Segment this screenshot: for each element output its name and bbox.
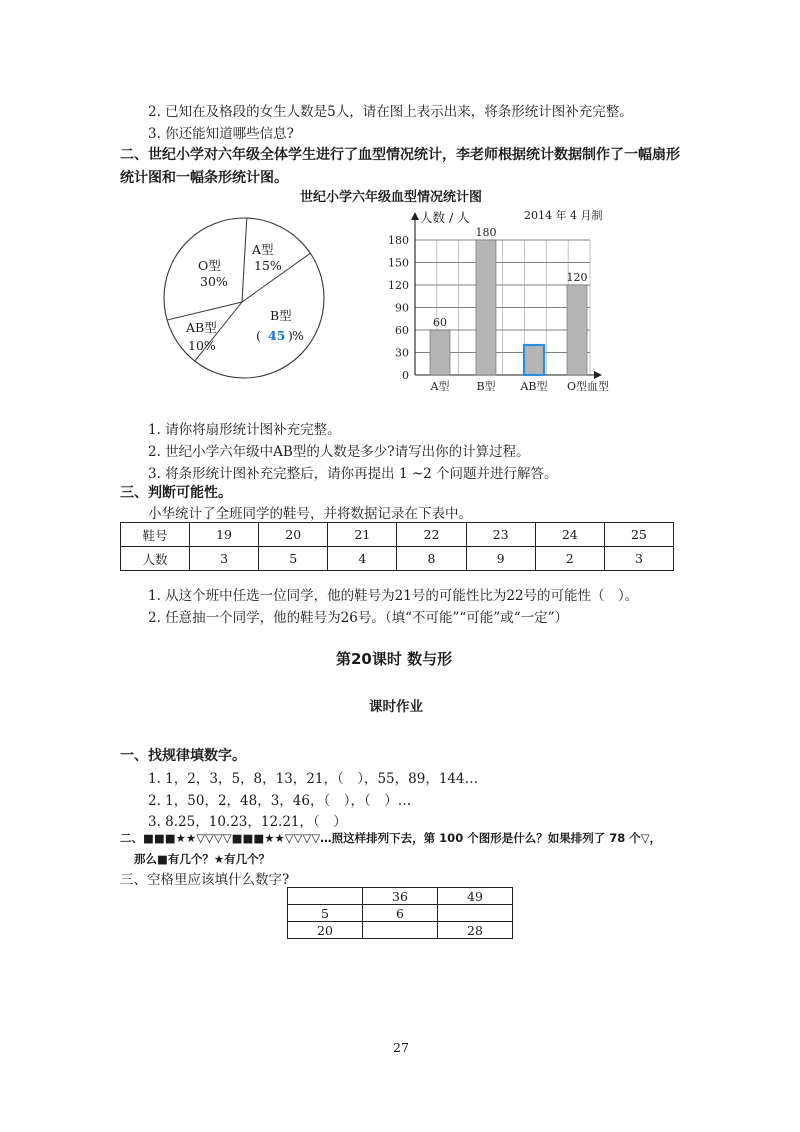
bar-1 bbox=[476, 240, 496, 375]
y-tick-label: 120 bbox=[388, 279, 409, 292]
table-cell: 2 bbox=[535, 547, 604, 571]
grid-cell: 20 bbox=[288, 922, 363, 939]
section-2-heading-cont: 统计图和一幅条形统计图。 bbox=[120, 170, 288, 186]
y-tick-label: 150 bbox=[388, 256, 409, 270]
y-tick-label: 60 bbox=[395, 324, 409, 337]
section-3-question-1: 1. 从这个班中任选一位同学，他的鞋号为21号的可能性比为22号的可能性（ ）。 bbox=[148, 588, 639, 604]
table-cell: 3 bbox=[604, 547, 673, 571]
grid-cell bbox=[438, 905, 513, 922]
shape-pattern-question: 二、■■■★★▽▽▽▽■■■★★▽▽▽▽…照这样排列下去，第 100 个图形是什么？如果排列了 78 个▽， bbox=[120, 831, 662, 845]
grid-cell: 6 bbox=[363, 905, 438, 922]
grid-cell: 49 bbox=[438, 888, 513, 905]
section-2-heading: 二、世纪小学对六年级全体学生进行了血型情况统计，李老师根据统计数据制作了一幅扇形 bbox=[120, 147, 680, 163]
x-tick-label: O型 bbox=[566, 380, 588, 393]
x-tick-label: A型 bbox=[430, 380, 450, 393]
shoe-size-table bbox=[120, 522, 674, 571]
pie-outline bbox=[164, 218, 324, 378]
pie-value-b-close: ) bbox=[288, 328, 293, 343]
y-axis-arrow bbox=[411, 212, 419, 220]
pie-question-1: 1. 请你将扇形统计图补充完整。 bbox=[148, 422, 341, 438]
pattern-heading: 一、找规律填数字。 bbox=[120, 748, 246, 764]
bar-chart-note: 2014 年 4 月制 bbox=[524, 209, 603, 222]
pattern-item-1: 1. 1，2，3，5，8，13，21，（ ），55，89，144… bbox=[148, 771, 479, 787]
pie-value-b-open: ( bbox=[256, 328, 261, 343]
pie-question-2: 2. 世纪小学六年级中AB型的人数是多少?请写出你的计算过程。 bbox=[148, 444, 530, 460]
section-3-heading: 三、判断可能性。 bbox=[120, 485, 232, 501]
x-tick-label: B型 bbox=[476, 380, 496, 393]
table-header-size: 鞋号 bbox=[121, 523, 190, 547]
bar-chart-ylabel: 人数 / 人 bbox=[420, 210, 470, 225]
bar-3 bbox=[567, 285, 587, 375]
pie-label-ab: AB型 bbox=[186, 320, 217, 335]
pie-answer-b: 45 bbox=[268, 328, 286, 343]
table-cell: 4 bbox=[328, 547, 397, 571]
pie-label-b: B型 bbox=[270, 308, 292, 323]
grid-cell: 28 bbox=[438, 922, 513, 939]
pie-value-a: 15% bbox=[254, 258, 282, 273]
table-cell: 21 bbox=[328, 523, 397, 547]
lesson-title: 第20课时 数与形 bbox=[336, 650, 453, 668]
section-3-question-2: 2. 任意抽一个同学，他的鞋号为26号。（填“不可能”“可能”或“一定”） bbox=[148, 610, 569, 626]
bar-2 bbox=[524, 345, 544, 375]
table-cell: 3 bbox=[190, 547, 259, 571]
table-cell: 24 bbox=[535, 523, 604, 547]
data-label: 120 bbox=[566, 271, 588, 284]
pattern-item-3: 3. 8.25，10.23，12.21，（ ） bbox=[148, 814, 347, 830]
bar-chart bbox=[360, 200, 650, 400]
x-axis-label: 血型 bbox=[587, 380, 609, 393]
item-2: 2. 已知在及格段的女生人数是5人，请在图上表示出来，将条形统计图补充完整。 bbox=[148, 104, 633, 120]
shape-pattern-question-cont: 那么■有几个？★有几个？ bbox=[134, 852, 271, 866]
pie-value-ab: 10% bbox=[188, 338, 216, 353]
table-cell: 25 bbox=[604, 523, 673, 547]
table-cell: 9 bbox=[466, 547, 535, 571]
table-cell: 23 bbox=[466, 523, 535, 547]
table-cell: 20 bbox=[259, 523, 328, 547]
y-tick-label: 30 bbox=[395, 346, 409, 360]
number-grid-table bbox=[287, 887, 513, 939]
x-axis-arrow bbox=[594, 371, 602, 379]
grid-heading: 三、空格里应该填什么数字? bbox=[120, 872, 290, 888]
page-number: 27 bbox=[393, 1040, 409, 1055]
data-label: 60 bbox=[433, 316, 447, 329]
item-3: 3. 你还能知道哪些信息? bbox=[148, 126, 294, 142]
data-label: 180 bbox=[475, 226, 497, 239]
y-tick-label: 90 bbox=[395, 301, 409, 315]
pie-question-3: 3. 将条形统计图补充完整后，请你再提出 1 ~2 个问题并进行解答。 bbox=[148, 466, 558, 482]
y-tick-label: 180 bbox=[388, 234, 409, 247]
pie-chart bbox=[160, 210, 330, 386]
grid-cell: 5 bbox=[288, 905, 363, 922]
y-tick-label: 0 bbox=[402, 369, 409, 382]
table-cell: 8 bbox=[397, 547, 466, 571]
pie-label-o: O型 bbox=[198, 258, 221, 273]
table-cell: 19 bbox=[190, 523, 259, 547]
table-cell: 22 bbox=[397, 523, 466, 547]
homework-title: 课时作业 bbox=[369, 699, 423, 715]
pie-value-o: 30% bbox=[200, 274, 228, 289]
pattern-item-2: 2. 1，50，2，48，3，46，（ ），（ ）… bbox=[148, 793, 412, 809]
chart-title: 世纪小学六年级血型情况统计图 bbox=[300, 190, 483, 205]
grid-cell bbox=[363, 922, 438, 939]
x-tick-label: AB型 bbox=[520, 380, 548, 393]
pie-label-a: A型 bbox=[252, 242, 274, 257]
bar-0 bbox=[430, 330, 450, 375]
pie-value-b: % bbox=[292, 328, 304, 343]
grid-cell bbox=[288, 888, 363, 905]
section-3-intro: 小华统计了全班同学的鞋号，并将数据记录在下表中。 bbox=[148, 506, 472, 522]
grid-cell: 36 bbox=[363, 888, 438, 905]
table-cell: 5 bbox=[259, 547, 328, 571]
table-header-count: 人数 bbox=[121, 547, 190, 571]
